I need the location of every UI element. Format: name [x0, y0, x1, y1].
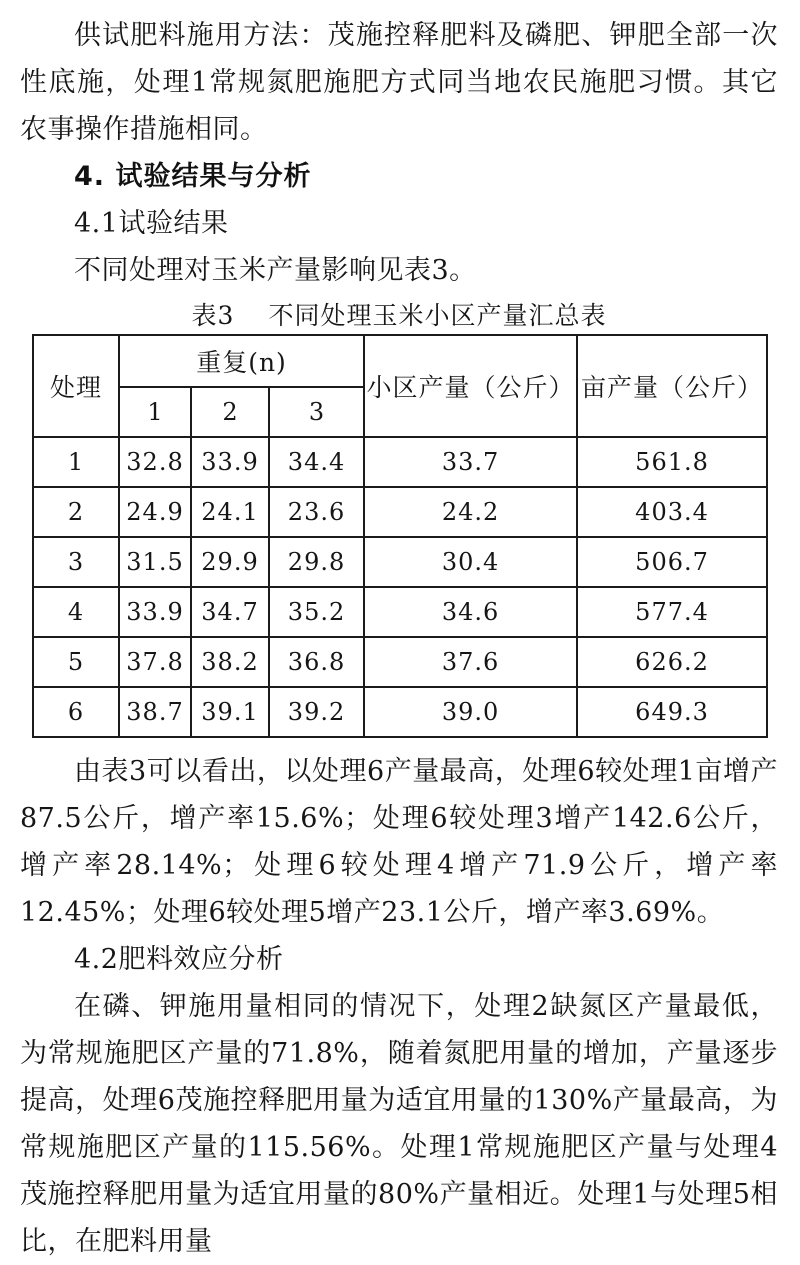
cell-treatment: 1 — [33, 437, 119, 487]
table-row — [33, 487, 767, 537]
cell-rep2: 34.7 — [191, 587, 269, 637]
cell-rep1: 24.9 — [119, 487, 191, 537]
col-header-rep3: 3 — [269, 387, 364, 437]
cell-rep1: 33.9 — [119, 587, 191, 637]
cell-mu-yield: 626.2 — [577, 637, 767, 687]
cell-rep1: 31.5 — [119, 537, 191, 587]
cell-plot-yield: 33.7 — [364, 437, 577, 487]
cell-plot-yield: 24.2 — [364, 487, 577, 537]
table-row — [33, 437, 767, 487]
table3-caption-label: 表3 — [191, 301, 235, 330]
cell-rep1: 32.8 — [119, 437, 191, 487]
table-row — [33, 587, 767, 637]
col-header-rep1: 1 — [119, 387, 191, 437]
cell-mu-yield: 561.8 — [577, 437, 767, 487]
table-row — [33, 687, 767, 737]
section-4-heading: 4. 试验结果与分析 — [74, 161, 312, 192]
cell-rep1: 37.8 — [119, 637, 191, 687]
cell-rep1: 38.7 — [119, 687, 191, 737]
table3-caption-title: 不同处理玉米小区产量汇总表 — [268, 301, 607, 330]
cell-treatment: 4 — [33, 587, 119, 637]
cell-plot-yield: 30.4 — [364, 537, 577, 587]
cell-treatment: 3 — [33, 537, 119, 587]
cell-rep2: 39.1 — [191, 687, 269, 737]
col-header-plot-yield: 小区产量（公斤） — [364, 335, 577, 437]
paragraph-table-intro: 不同处理对玉米产量影响见表3。 — [74, 255, 477, 286]
cell-mu-yield: 403.4 — [577, 487, 767, 537]
section-4-2-heading: 4.2肥料效应分析 — [74, 944, 284, 975]
cell-rep3: 35.2 — [269, 587, 364, 637]
cell-treatment: 5 — [33, 637, 119, 687]
cell-mu-yield: 506.7 — [577, 537, 767, 587]
cell-rep3: 23.6 — [269, 487, 364, 537]
col-header-rep2: 2 — [191, 387, 269, 437]
cell-plot-yield: 37.6 — [364, 637, 577, 687]
table3-yield-summary — [32, 334, 768, 738]
col-header-repeat-group: 重复(n) — [119, 335, 364, 387]
table-header-row-top — [33, 335, 767, 387]
cell-rep3: 29.8 — [269, 537, 364, 587]
cell-rep2: 33.9 — [191, 437, 269, 487]
cell-treatment: 2 — [33, 487, 119, 537]
table-row — [33, 637, 767, 687]
cell-treatment: 6 — [33, 687, 119, 737]
col-header-treatment: 处理 — [33, 335, 119, 437]
table3-caption — [20, 294, 778, 334]
cell-plot-yield: 39.0 — [364, 687, 577, 737]
cell-rep3: 34.4 — [269, 437, 364, 487]
cell-rep2: 29.9 — [191, 537, 269, 587]
cell-rep3: 39.2 — [269, 687, 364, 737]
cell-rep2: 24.1 — [191, 487, 269, 537]
section-4-1-heading: 4.1试验结果 — [74, 208, 229, 239]
table-row — [33, 537, 767, 587]
cell-rep2: 38.2 — [191, 637, 269, 687]
col-header-mu-yield: 亩产量（公斤） — [577, 335, 767, 437]
paragraph-yield-comparison: 由表3可以看出，以处理6产量最高，处理6较处理1亩增产87.5公斤，增产率15.6%；处理6较处理3增产142.6公斤，增产率28.14%；处理6较处理4增产71.9公斤，增产率12.45%；处理6较处理5增产23.1公斤，增产率3.69%。 — [20, 756, 778, 928]
cell-rep3: 36.8 — [269, 637, 364, 687]
paragraph-fertilizer-effect: 在磷、钾施用量相同的情况下，处理2缺氮区产量最低，为常规施肥区产量的71.8%，随着氮肥用量的增加，产量逐步提高，处理6茂施控释肥用量为适宜用量的130%产量最高，为常规施肥区产量的115.56%。处理1常规施肥区产量与处理4茂施控释肥用量为适宜用量的80%产量相近。处理1与处理5相比，在肥料用量 — [20, 991, 778, 1257]
cell-plot-yield: 34.6 — [364, 587, 577, 637]
cell-mu-yield: 577.4 — [577, 587, 767, 637]
cell-mu-yield: 649.3 — [577, 687, 767, 737]
paragraph-fertilizer-method: 供试肥料施用方法：茂施控释肥料及磷肥、钾肥全部一次性底施，处理1常规氮肥施肥方式同当地农民施肥习惯。其它农事操作措施相同。 — [20, 20, 778, 145]
